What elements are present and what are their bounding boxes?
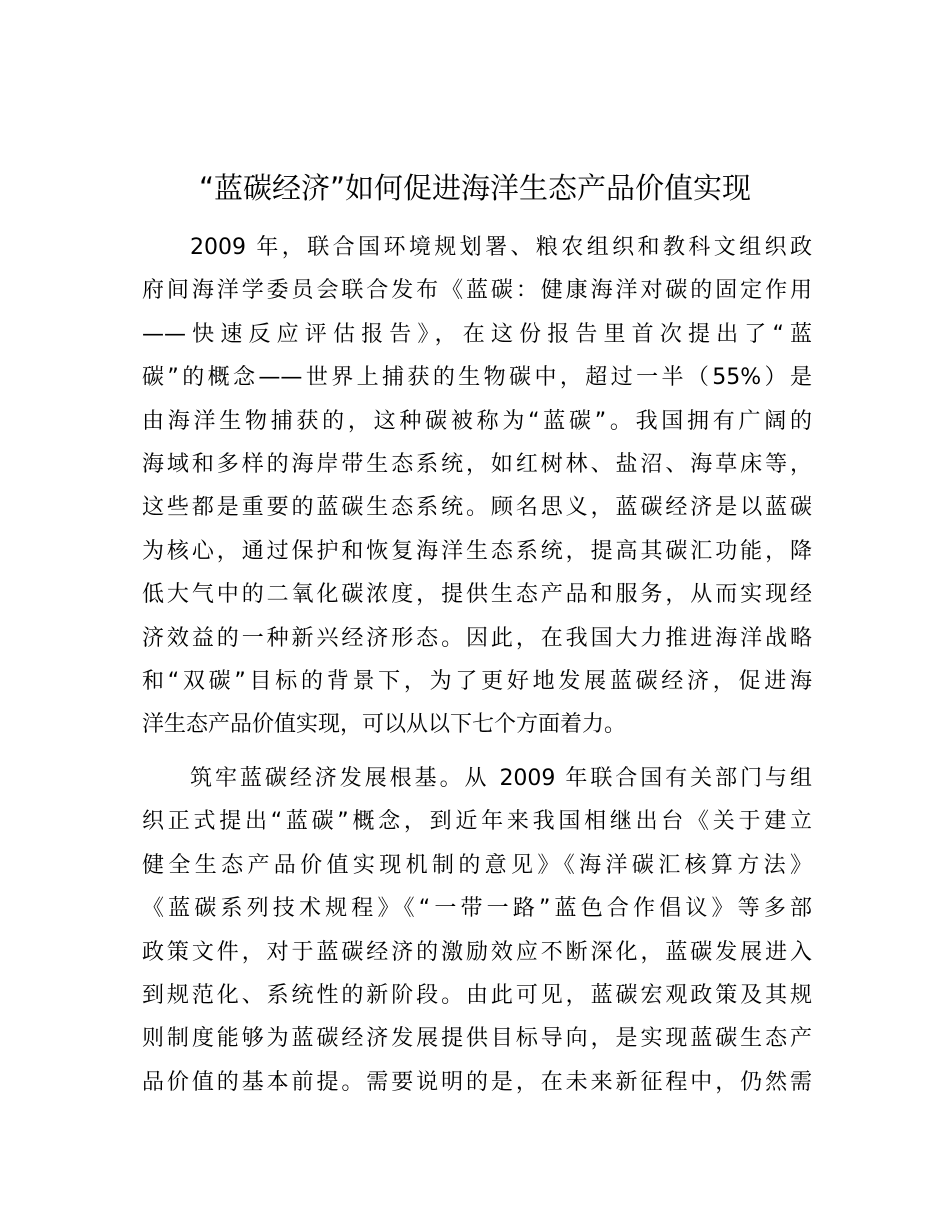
text-line: 2009 年，联合国环境规划署、粮农组织和教科文组织政 bbox=[190, 235, 812, 260]
paragraph-foundation bbox=[142, 757, 812, 1104]
text-line: 碳”的概念——世界上捕获的生物碳中，超过一半（55%）是 bbox=[142, 365, 812, 391]
text-line: 则制度能够为蓝碳经济发展提供目标导向，是实现蓝碳生态产 bbox=[142, 1026, 812, 1052]
text-line: 为核心，通过保护和恢复海洋生态系统，提高其碳汇功能，降 bbox=[142, 538, 812, 564]
document-title: “蓝碳经济”如何促进海洋生态产品价值实现 bbox=[198, 171, 752, 205]
text-line: 这些都是重要的蓝碳生态系统。顾名思义，蓝碳经济是以蓝碳 bbox=[142, 495, 812, 521]
text-line: 筑牢蓝碳经济发展根基。从 2009 年联合国有关部门与组 bbox=[190, 766, 812, 791]
text-line: 海域和多样的海岸带生态系统，如红树林、盐沼、海草床等， bbox=[142, 451, 812, 477]
text-line: 济效益的一种新兴经济形态。因此，在我国大力推进海洋战略 bbox=[142, 625, 812, 651]
text-line: 品价值的基本前提。需要说明的是，在未来新征程中，仍然需 bbox=[142, 1069, 812, 1095]
text-line: 由海洋生物捕获的，这种碳被称为“蓝碳”。我国拥有广阔的 bbox=[142, 408, 812, 434]
text-line: 府间海洋学委员会联合发布《蓝碳：健康海洋对碳的固定作用 bbox=[142, 278, 812, 304]
text-line: 低大气中的二氧化碳浓度，提供生态产品和服务，从而实现经 bbox=[142, 582, 812, 608]
text-line: 洋生态产品价值实现，可以从以下七个方面着力。 bbox=[142, 712, 627, 738]
paragraph-intro bbox=[142, 226, 812, 747]
text-line: 政策文件，对于蓝碳经济的激励效应不断深化，蓝碳发展进入 bbox=[142, 939, 812, 965]
text-line: 《蓝碳系列技术规程》《“一带一路”蓝色合作倡议》等多部 bbox=[142, 896, 812, 922]
text-line: 和“双碳”目标的背景下，为了更好地发展蓝碳经济，促进海 bbox=[142, 668, 812, 694]
text-line: ——快速反应评估报告》，在这份报告里首次提出了“蓝 bbox=[142, 321, 812, 347]
text-line: 织正式提出“蓝碳”概念，到近年来我国相继出台《关于建立 bbox=[142, 809, 812, 835]
text-line: 健全生态产品价值实现机制的意见》《海洋碳汇核算方法》 bbox=[142, 852, 812, 878]
text-line: 到规范化、系统性的新阶段。由此可见，蓝碳宏观政策及其规 bbox=[142, 982, 812, 1008]
